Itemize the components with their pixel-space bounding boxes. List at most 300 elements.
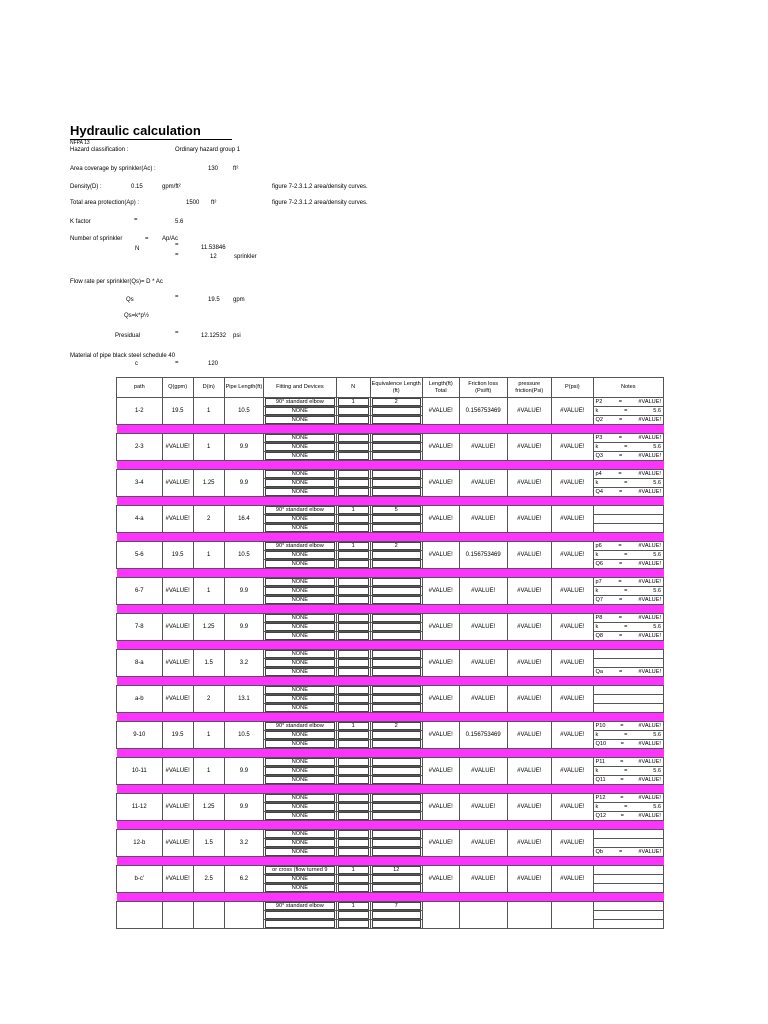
- n-value: 1: [338, 506, 369, 514]
- n-cell: [336, 695, 370, 704]
- cell-p: #VALUE!: [552, 434, 593, 461]
- fitting-cell: [264, 776, 337, 785]
- notes-cell: [593, 560, 664, 569]
- equivalence-cell: [370, 911, 422, 920]
- equivalence-cell: [370, 731, 422, 740]
- fitting-cell: [264, 722, 337, 731]
- fitting-cell: [264, 506, 337, 515]
- cell-path: 11-12: [117, 794, 163, 821]
- page-title: Hydraulic calculation: [70, 123, 201, 138]
- table-header-cell: pressure friction(Psi): [507, 378, 552, 398]
- equivalence-value: [372, 875, 421, 883]
- cell-len: 3.2: [224, 830, 263, 857]
- cell-pf: #VALUE!: [507, 794, 552, 821]
- cell-fl: #VALUE!: [459, 794, 507, 821]
- equivalence-value: [372, 812, 421, 820]
- cell-q: #VALUE!: [162, 578, 193, 605]
- cell-p: #VALUE!: [552, 542, 593, 569]
- n-value: 1: [338, 542, 369, 550]
- note-part: =: [624, 804, 628, 810]
- cell-path: 8-a: [117, 650, 163, 677]
- fitting-cell: [264, 587, 337, 596]
- note-part: 5.6: [653, 732, 661, 738]
- cell-total: #VALUE!: [422, 434, 459, 461]
- equivalence-cell: [370, 884, 422, 893]
- n-value: [338, 884, 369, 892]
- note-line: [594, 552, 664, 558]
- fitting-value: NONE: [265, 686, 335, 694]
- fitting-cell: [264, 623, 337, 632]
- cell-fl: #VALUE!: [459, 578, 507, 605]
- cell-len: 9.9: [224, 470, 263, 497]
- cell-pf: #VALUE!: [507, 866, 552, 893]
- n-cell: [336, 596, 370, 605]
- qs-equals: =: [175, 294, 179, 300]
- fitting-value: [265, 911, 335, 919]
- presidual-value: 12.12532: [201, 333, 227, 339]
- cell-p: #VALUE!: [552, 614, 593, 641]
- note-line: [594, 408, 664, 414]
- fitting-cell: [264, 812, 337, 821]
- density-value: 0.15: [131, 184, 143, 190]
- equivalence-value: [372, 443, 421, 451]
- note-line: [594, 579, 664, 585]
- notes-cell: [593, 830, 664, 839]
- cell-total: #VALUE!: [422, 866, 459, 893]
- note-part: =: [620, 723, 624, 729]
- cell-fl: [459, 902, 507, 929]
- equivalence-value: 2: [372, 542, 421, 550]
- n-cell: [336, 650, 370, 659]
- notes-cell: [593, 884, 664, 893]
- fitting-value: NONE: [265, 407, 335, 415]
- c-equals: =: [175, 360, 179, 366]
- cell-q: #VALUE!: [162, 686, 193, 713]
- n-value: [338, 794, 369, 802]
- notes-cell: [593, 479, 664, 488]
- notes-cell: [593, 911, 664, 920]
- note-part: #VALUE!: [638, 741, 661, 747]
- equivalence-cell: [370, 488, 422, 497]
- fitting-cell: [264, 470, 337, 479]
- note-part: Q3: [595, 453, 603, 459]
- fitting-cell: [264, 848, 337, 857]
- note-part: p4: [595, 471, 602, 477]
- n-value: [338, 488, 369, 496]
- total-area-label: Total area protection(Ap) :: [70, 200, 140, 206]
- notes-cell: [593, 866, 664, 875]
- equivalence-value: [372, 911, 421, 919]
- cell-path: a-b: [117, 686, 163, 713]
- separator-bar: [117, 821, 664, 830]
- note-part: 5.6: [653, 804, 661, 810]
- equivalence-value: [372, 848, 421, 856]
- notes-cell: [593, 407, 664, 416]
- cell-fl: #VALUE!: [459, 866, 507, 893]
- equivalence-value: [372, 830, 421, 838]
- note-part: #VALUE!: [638, 417, 661, 423]
- notes-cell: [593, 794, 664, 803]
- note-part: #VALUE!: [638, 849, 661, 855]
- n-cell: [336, 551, 370, 560]
- equivalence-cell: [370, 704, 422, 713]
- n-value-2: 12: [210, 254, 217, 260]
- note-part: =: [618, 399, 623, 405]
- cell-fl: #VALUE!: [459, 650, 507, 677]
- fitting-value: 90° standard elbow: [265, 722, 335, 730]
- n-value: [338, 578, 369, 586]
- separator-row: [117, 821, 664, 830]
- n-equals-2: =: [175, 252, 179, 258]
- fitting-value: NONE: [265, 848, 335, 856]
- cell-path: 3-4: [117, 470, 163, 497]
- num-sprinkler-formula: Ap/Ac: [162, 236, 179, 242]
- note-part: =: [619, 633, 623, 639]
- fitting-cell: [264, 542, 337, 551]
- equivalence-cell: [370, 902, 422, 911]
- cell-fl: 0.156753469: [459, 722, 507, 749]
- n-cell: [336, 803, 370, 812]
- n-value: [338, 830, 369, 838]
- n-value: [338, 407, 369, 415]
- note-part: =: [619, 453, 623, 459]
- cell-q: #VALUE!: [162, 614, 193, 641]
- note-line: [594, 597, 664, 603]
- note-part: Q11: [595, 777, 606, 783]
- cell-len: 6.2: [224, 866, 263, 893]
- note-part: #VALUE!: [638, 759, 661, 765]
- area-value: 130: [208, 166, 219, 172]
- cell-total: #VALUE!: [422, 650, 459, 677]
- n-value: [338, 524, 369, 532]
- note-part: Q4: [595, 489, 603, 495]
- n-cell: [336, 758, 370, 767]
- n-value: [338, 659, 369, 667]
- cell-pf: #VALUE!: [507, 506, 552, 533]
- fitting-value: [265, 920, 335, 928]
- note-line: [594, 561, 664, 567]
- notes-cell: [593, 722, 664, 731]
- notes-cell: [593, 443, 664, 452]
- note-line: [594, 543, 664, 549]
- n-value: [338, 452, 369, 460]
- equivalence-cell: [370, 434, 422, 443]
- cell-pf: [507, 902, 552, 929]
- n-value: [338, 812, 369, 820]
- cell-d: 2: [193, 686, 224, 713]
- cell-path: 4-a: [117, 506, 163, 533]
- cell-pf: #VALUE!: [507, 542, 552, 569]
- n-cell: [336, 416, 370, 425]
- fitting-cell: [264, 902, 337, 911]
- n-cell: [336, 731, 370, 740]
- cell-total: #VALUE!: [422, 830, 459, 857]
- cell-pf: #VALUE!: [507, 758, 552, 785]
- n-value: [338, 875, 369, 883]
- equivalence-cell: [370, 920, 422, 929]
- n-value: [338, 434, 369, 442]
- cell-q: #VALUE!: [162, 758, 193, 785]
- fitting-cell: [264, 515, 337, 524]
- note-line: [594, 471, 664, 477]
- n-cell: [336, 659, 370, 668]
- note-line: [594, 453, 664, 459]
- fitting-cell: [264, 686, 337, 695]
- equivalence-value: [372, 686, 421, 694]
- notes-cell: [593, 659, 664, 668]
- cell-d: 1.25: [193, 614, 224, 641]
- cell-pf: #VALUE!: [507, 578, 552, 605]
- cell-total: #VALUE!: [422, 758, 459, 785]
- equivalence-cell: [370, 578, 422, 587]
- cell-d: 1.5: [193, 830, 224, 857]
- density-unit: gpm/ft²: [162, 184, 181, 190]
- cell-fl: #VALUE!: [459, 470, 507, 497]
- cell-total: #VALUE!: [422, 686, 459, 713]
- table-row: [117, 830, 664, 839]
- area-label: Area coverage by sprinkler(Ac) :: [70, 166, 156, 172]
- cell-d: 1: [193, 578, 224, 605]
- n-value: 1: [338, 722, 369, 730]
- equivalence-value: 5: [372, 506, 421, 514]
- equivalence-cell: [370, 812, 422, 821]
- fitting-cell: [264, 740, 337, 749]
- notes-cell: [593, 812, 664, 821]
- table-row: [117, 614, 664, 623]
- fitting-value: NONE: [265, 524, 335, 532]
- note-line: [594, 444, 664, 450]
- fitting-value: NONE: [265, 758, 335, 766]
- note-part: p6: [595, 543, 602, 549]
- equivalence-cell: [370, 659, 422, 668]
- note-part: 5.6: [653, 444, 661, 450]
- fitting-value: NONE: [265, 740, 335, 748]
- cell-q: #VALUE!: [162, 794, 193, 821]
- cell-q: #VALUE!: [162, 830, 193, 857]
- equivalence-cell: [370, 524, 422, 533]
- qs-formula: Qs=k*p½: [124, 313, 149, 319]
- equivalence-cell: [370, 839, 422, 848]
- notes-cell: [593, 542, 664, 551]
- n-value: [338, 668, 369, 676]
- fitting-value: 90° standard elbow: [265, 506, 335, 514]
- notes-cell: [593, 758, 664, 767]
- fitting-cell: [264, 416, 337, 425]
- notes-cell: [593, 551, 664, 560]
- cell-pf: #VALUE!: [507, 434, 552, 461]
- fitting-cell: [264, 560, 337, 569]
- equivalence-cell: [370, 803, 422, 812]
- equivalence-value: [372, 920, 421, 928]
- cell-pf: #VALUE!: [507, 686, 552, 713]
- n-cell: [336, 875, 370, 884]
- equivalence-value: [372, 740, 421, 748]
- equivalence-value: [372, 434, 421, 442]
- n-cell: [336, 920, 370, 929]
- n-value: [338, 596, 369, 604]
- cell-q: #VALUE!: [162, 866, 193, 893]
- cell-p: #VALUE!: [552, 794, 593, 821]
- note-part: #VALUE!: [638, 435, 661, 441]
- fitting-value: 90° standard elbow: [265, 542, 335, 550]
- cell-fl: #VALUE!: [459, 614, 507, 641]
- n-value: [338, 803, 369, 811]
- n-cell: [336, 434, 370, 443]
- equivalence-value: [372, 794, 421, 802]
- fitting-value: NONE: [265, 596, 335, 604]
- note-part: =: [624, 732, 628, 738]
- fitting-value: NONE: [265, 479, 335, 487]
- cell-q: 19.5: [162, 398, 193, 425]
- n-value: [338, 416, 369, 424]
- equivalence-value: 12: [372, 866, 421, 874]
- n-value: [338, 614, 369, 622]
- n-cell: [336, 515, 370, 524]
- fitting-value: 90° standard elbow: [265, 398, 335, 406]
- cell-d: 1: [193, 542, 224, 569]
- note-line: [594, 435, 664, 441]
- cell-q: 19.5: [162, 722, 193, 749]
- note-part: P3: [595, 435, 603, 441]
- n-cell: [336, 740, 370, 749]
- cell-len: [224, 902, 263, 929]
- n-value: 1: [338, 398, 369, 406]
- fitting-value: NONE: [265, 794, 335, 802]
- table-header-cell: path: [117, 378, 163, 398]
- qs-value: 19.5: [208, 297, 220, 303]
- equivalence-cell: [370, 632, 422, 641]
- notes-cell: [593, 668, 664, 677]
- cell-total: #VALUE!: [422, 578, 459, 605]
- cell-q: #VALUE!: [162, 650, 193, 677]
- notes-cell: [593, 839, 664, 848]
- separator-bar: [117, 677, 664, 686]
- equivalence-value: [372, 839, 421, 847]
- cell-fl: 0.156753469: [459, 542, 507, 569]
- cell-d: 1: [193, 722, 224, 749]
- equivalence-cell: [370, 695, 422, 704]
- note-part: #VALUE!: [638, 723, 661, 729]
- flow-rate-label: Flow rate per sprinkler(Qs)= D * Ac: [70, 279, 163, 285]
- equivalence-value: [372, 479, 421, 487]
- note-line: [594, 399, 664, 405]
- equivalence-cell: [370, 452, 422, 461]
- equivalence-value: [372, 776, 421, 784]
- num-sprinkler-label: Number of sprinkler: [70, 236, 123, 242]
- note-part: P2: [595, 399, 603, 405]
- notes-cell: [593, 578, 664, 587]
- table-row: [117, 578, 664, 587]
- fitting-cell: [264, 407, 337, 416]
- n-cell: [336, 506, 370, 515]
- note-part: Qa: [595, 669, 603, 675]
- fitting-cell: [264, 452, 337, 461]
- equivalence-value: [372, 560, 421, 568]
- n-cell: [336, 632, 370, 641]
- cell-total: [422, 902, 459, 929]
- kfactor-label: K factor: [70, 219, 91, 225]
- n-value: [338, 704, 369, 712]
- material-label: Material of pipe black steel schedule 40: [70, 353, 176, 359]
- fitting-value: NONE: [265, 515, 335, 523]
- note-line: [594, 615, 664, 621]
- table-row: [117, 902, 664, 911]
- notes-cell: [593, 776, 664, 785]
- title-underline: [70, 139, 232, 140]
- note-part: k: [595, 552, 599, 558]
- equivalence-cell: [370, 776, 422, 785]
- cell-fl: #VALUE!: [459, 686, 507, 713]
- notes-cell: [593, 515, 664, 524]
- qs-label: Qs: [126, 297, 134, 303]
- equivalence-value: 7: [372, 902, 421, 910]
- equivalence-cell: [370, 416, 422, 425]
- equivalence-value: [372, 551, 421, 559]
- notes-cell: [593, 623, 664, 632]
- fitting-value: NONE: [265, 803, 335, 811]
- n-cell: [336, 794, 370, 803]
- notes-cell: [593, 596, 664, 605]
- separator-row: [117, 893, 664, 902]
- note-part: =: [624, 552, 628, 558]
- standard-label: NFPA 13: [70, 140, 90, 146]
- table-row: [117, 758, 664, 767]
- n-cell: [336, 767, 370, 776]
- note-part: =: [620, 777, 624, 783]
- separator-row: [117, 677, 664, 686]
- equivalence-cell: [370, 650, 422, 659]
- note-part: #VALUE!: [638, 777, 661, 783]
- equivalence-value: [372, 407, 421, 415]
- note-part: =: [619, 849, 623, 855]
- note-line: [594, 777, 664, 783]
- n-value: [338, 758, 369, 766]
- notes-cell: [593, 488, 664, 497]
- cell-q: #VALUE!: [162, 506, 193, 533]
- note-line: [594, 741, 664, 747]
- separator-row: [117, 641, 664, 650]
- separator-bar: [117, 605, 664, 614]
- presidual-label: Presidual: [115, 333, 141, 339]
- notes-cell: [593, 695, 664, 704]
- equivalence-cell: [370, 407, 422, 416]
- table-row: [117, 794, 664, 803]
- fitting-value: NONE: [265, 623, 335, 631]
- note-part: #VALUE!: [638, 579, 661, 585]
- fitting-cell: [264, 434, 337, 443]
- n-value: [338, 632, 369, 640]
- n-cell: [336, 407, 370, 416]
- n-value: [338, 740, 369, 748]
- note-part: #VALUE!: [638, 669, 661, 675]
- note-line: [594, 813, 664, 819]
- fitting-cell: [264, 920, 337, 929]
- table-row: [117, 722, 664, 731]
- equivalence-cell: [370, 515, 422, 524]
- n-symbol: N: [135, 246, 140, 252]
- n-value: [338, 560, 369, 568]
- fitting-cell: [264, 443, 337, 452]
- note-part: =: [618, 543, 622, 549]
- fitting-cell: [264, 704, 337, 713]
- table-header-cell: P(psi): [552, 378, 593, 398]
- notes-cell: [593, 416, 664, 425]
- fitting-value: NONE: [265, 452, 335, 460]
- note-part: #VALUE!: [638, 471, 661, 477]
- fitting-value: NONE: [265, 812, 335, 820]
- notes-cell: [593, 767, 664, 776]
- hazard-value: Ordinary hazard group 1: [175, 147, 241, 153]
